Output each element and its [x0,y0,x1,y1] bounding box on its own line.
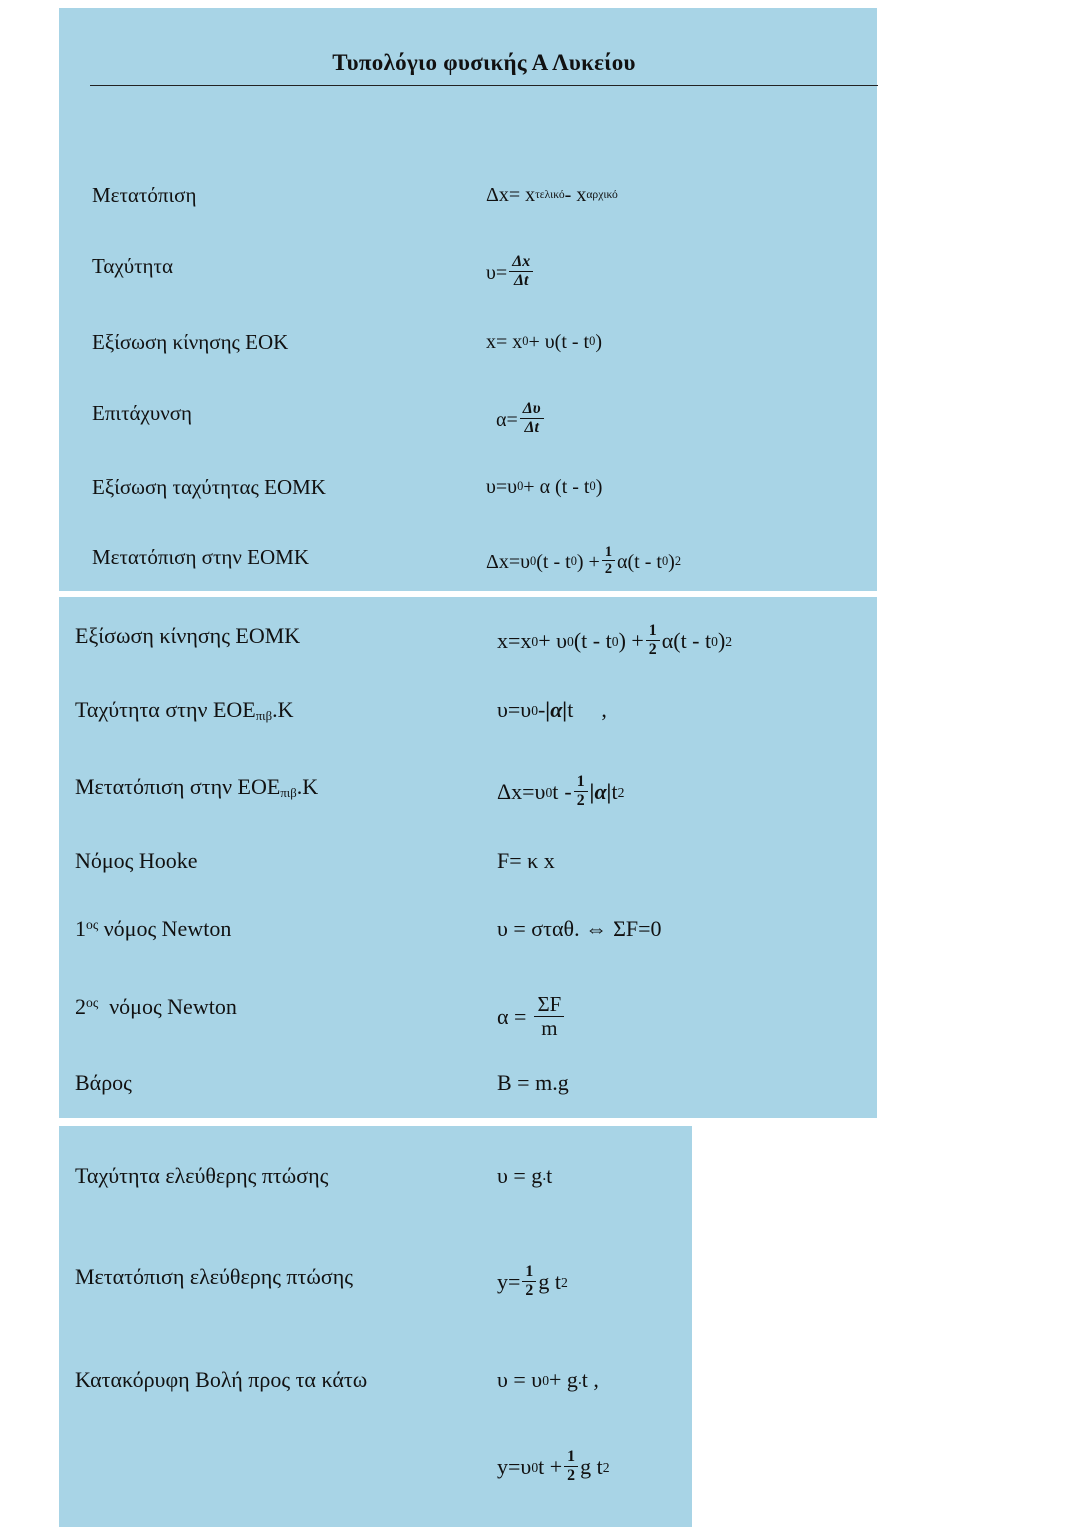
formula-row [92,331,602,354]
formula-expression: Β = m.g [497,1070,569,1095]
formula-label: $1^{o\varsigma}$ νόμος Newton [75,916,232,942]
formula-label: Μετατόπιση στην ΕΟΕπιβ.Κ [75,774,319,801]
formula-label: $2^{o\varsigma}$ νόμος Newton [75,994,237,1020]
formula-expression: υ=υ 0 - |α| t , [497,697,607,722]
formula-expression: α = $\frac{\Sigma F}{m}$ [497,995,566,1040]
page-title-text: Τυπολόγιο φυσικής Α Λυκείου [332,50,636,75]
formula-row [75,849,555,873]
formula-label: Εξίσωση ταχύτητας ΕΟΜΚ [92,475,326,499]
formula-expression: υ = υ 0 + g . t , [497,1367,599,1392]
formula-row [92,402,546,437]
formula-label: Μετατόπιση στην ΕΟΜΚ [92,545,309,569]
formula-label: Ταχύτητα ελεύθερης πτώσης [75,1163,329,1188]
formula-row [75,1450,610,1485]
title-divider [90,85,878,86]
formula-row [92,476,602,499]
formula-expression: Δx=υ 0 (t - t 0 ) + $\frac{1}{2}$ α(t - t 0 ) 2 [486,544,682,578]
formula-label: Μετατόπιση ελεύθερης πτώσης [75,1264,353,1289]
formula-expression: Δx=υ 0 t - $\frac{1}{2}$ |α| t 2 [497,773,625,809]
formula-label: Εξίσωση κίνησης ΕΟΚ [92,330,289,354]
formula-row [75,1265,568,1300]
formula-row [75,1164,552,1188]
formula-row [75,917,662,941]
formula-row [75,624,732,659]
formula-label: Ταχύτητα στην ΕΟΕπιβ.Κ [75,697,294,724]
formula-row [75,1071,569,1095]
formula-row [92,184,618,207]
page-title [90,50,878,86]
formula-expression: υ=υ 0 + α (t - t 0 ) [486,476,603,498]
formula-row [75,775,624,810]
formula-row [75,698,607,723]
formula-row [92,255,535,290]
formula-row [75,1368,599,1392]
formula-expression: υ= $\frac{\Delta x}{\Delta t}$ [486,255,535,290]
formula-expression: x=x 0 + υ 0 (t - t 0 ) + $\frac{1}{2}$ α(t - t 0 ) 2 [497,622,733,658]
formula-row [92,546,681,578]
formula-expression: α= $\frac{\Delta\upsilon}{\Delta t}$ [496,402,546,437]
formula-expression: υ = σταθ. ⇔ ΣF=0 [497,916,662,941]
formula-expression: F= κ x [497,848,555,873]
formula-expression: y= $\frac{1}{2}$ g t 2 [497,1263,568,1299]
section-panel-kinematics [59,8,877,591]
formula-label: Επιτάχυνση [92,401,193,425]
formula-label: Νόμος Hooke [75,848,198,873]
formula-expression: υ = g . t [497,1163,553,1188]
formula-expression: x= x 0 + υ(t - t 0 ) [486,331,602,353]
formula-expression: y=υ 0 t + $\frac{1}{2}$ g t 2 [497,1448,610,1484]
formula-label: Κατακόρυφη Βολή προς τα κάτω [75,1367,368,1392]
formula-label: Ταχύτητα [92,254,173,278]
formula-label: Μετατόπιση [92,183,197,207]
formula-row [75,992,566,1040]
formula-expression: Δx= x τελικό - x αρχικό [486,184,618,206]
formula-label: Βάρος [75,1070,132,1095]
formula-label: Εξίσωση κίνησης ΕΟΜΚ [75,623,301,648]
